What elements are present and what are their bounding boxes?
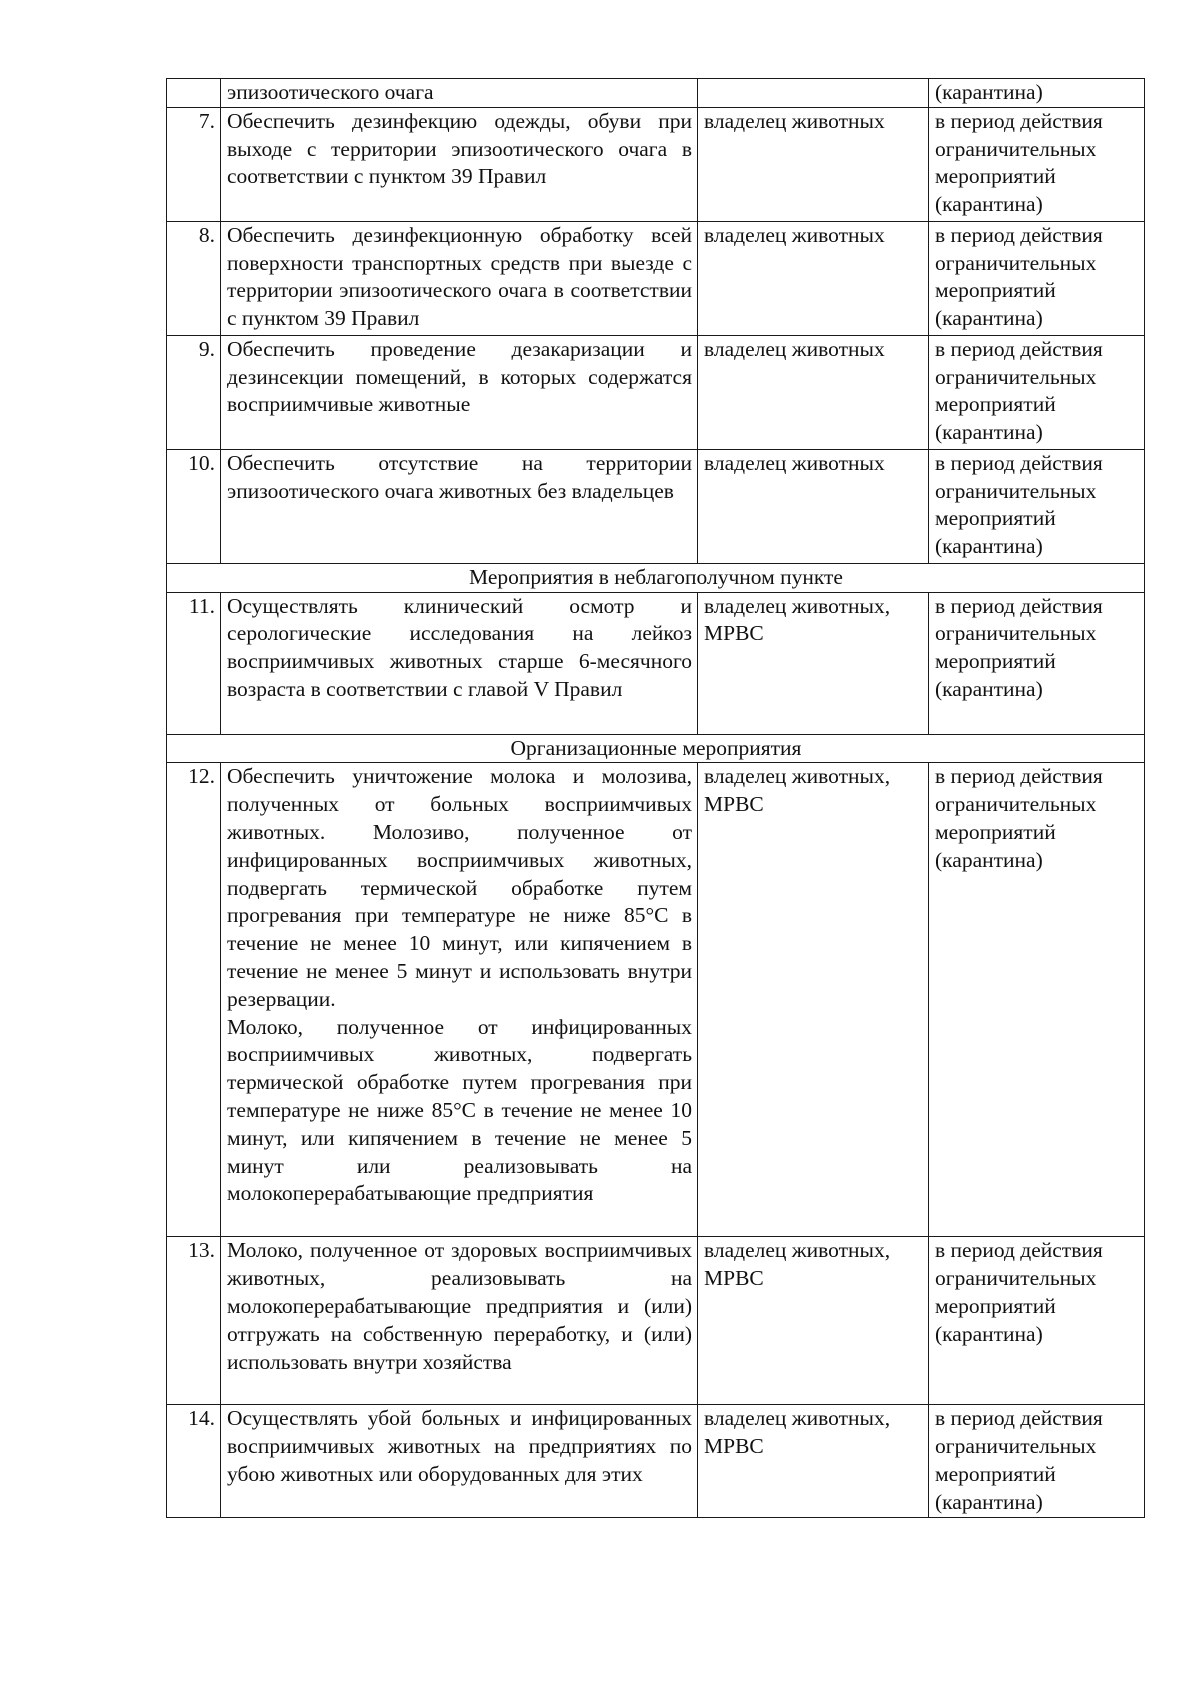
responsible-cell: владелец животных, МРВС <box>698 1405 929 1517</box>
deadline-cell: в период действия ограничительных мероприятий (карантина) <box>929 107 1145 221</box>
responsible-cell: владелец животных <box>698 221 929 335</box>
responsible-cell: владелец животных, МРВС <box>698 1237 929 1405</box>
measure-paragraph: Обеспечить уничтожение молока и молозива, полученных от больных восприимчивых животных. Молозиво, полученное от инфицированных восприимчивых животных, подвергать термической обработке путем прогревания при температуре не ниже 85°С в течение не менее 10 минут, или кипячением в течение не менее 5 минут и использовать внутри резервации. <box>227 764 692 1011</box>
measure-cell: Осуществлять клинический осмотр и серологические исследования на лейкоз восприимчивых животных старше 6-месячного возраста в соответствии с главой V Правил <box>221 592 698 734</box>
measure-cell: Обеспечить отсутствие на территории эпизоотического очага животных без владельцев <box>221 449 698 563</box>
deadline-cell: в период действия ограничительных мероприятий (карантина) <box>929 335 1145 449</box>
measure-cell: Обеспечить дезинфекционную обработку всей поверхности транспортных средств при выезде с территории эпизоотического очага в соответствии с пунктом 39 Правил <box>221 221 698 335</box>
measure-paragraph: Молоко, полученное от инфицированных восприимчивых животных, подвергать термической обработке путем прогревания при температуре не ниже 85°С в течение не менее 10 минут, или кипячением в течение не менее 5 минут или реализовывать на молокоперерабатывающие предприятия <box>227 1014 692 1206</box>
measure-cell: Молоко, полученное от здоровых восприимчивых животных, реализовывать на молокоперерабатывающие предприятия и (или) отгружать на собственную переработку, и (или) использовать внутри хозяйства <box>221 1237 698 1405</box>
measure-cell: Обеспечить дезинфекцию одежды, обуви при выходе с территории эпизоотического очага в соответствии с пунктом 39 Правил <box>221 107 698 221</box>
table-row <box>167 1237 1145 1405</box>
responsible-cell: владелец животных <box>698 335 929 449</box>
deadline-cell: в период действия ограничительных мероприятий (карантина) <box>929 763 1145 1237</box>
deadline-cell: в период действия ограничительных мероприятий (карантина) <box>929 1237 1145 1405</box>
measures-table <box>166 78 1145 1518</box>
measure-cell <box>221 763 698 1237</box>
table-row <box>167 592 1145 734</box>
table-row <box>167 79 1145 108</box>
section-row <box>167 734 1145 763</box>
responsible-cell <box>698 79 929 108</box>
section-heading: Мероприятия в неблагополучном пункте <box>167 563 1145 592</box>
table-row <box>167 335 1145 449</box>
responsible-cell: владелец животных, МРВС <box>698 592 929 734</box>
responsible-cell: владелец животных <box>698 449 929 563</box>
table-row <box>167 1405 1145 1517</box>
row-number: 13. <box>167 1237 221 1405</box>
measure-cell: эпизоотического очага <box>221 79 698 108</box>
row-number: 7. <box>167 107 221 221</box>
deadline-cell: в период действия ограничительных мероприятий (карантина) <box>929 1405 1145 1517</box>
row-number: 8. <box>167 221 221 335</box>
responsible-cell: владелец животных, МРВС <box>698 763 929 1237</box>
deadline-cell: (карантина) <box>929 79 1145 108</box>
deadline-cell: в период действия ограничительных мероприятий (карантина) <box>929 449 1145 563</box>
deadline-cell: в период действия ограничительных мероприятий (карантина) <box>929 221 1145 335</box>
row-number: 14. <box>167 1405 221 1517</box>
table-row <box>167 107 1145 221</box>
row-number: 12. <box>167 763 221 1237</box>
table-row <box>167 221 1145 335</box>
deadline-cell: в период действия ограничительных мероприятий (карантина) <box>929 592 1145 734</box>
section-row <box>167 563 1145 592</box>
table-row <box>167 449 1145 563</box>
responsible-cell: владелец животных <box>698 107 929 221</box>
measure-cell: Осуществлять убой больных и инфицированных восприимчивых животных на предприятиях по убою животных или оборудованных для этих <box>221 1405 698 1517</box>
row-number <box>167 79 221 108</box>
row-number: 11. <box>167 592 221 734</box>
table-row <box>167 763 1145 1237</box>
measure-cell: Обеспечить проведение дезакаризации и дезинсекции помещений, в которых содержатся восприимчивые животные <box>221 335 698 449</box>
section-heading: Организационные мероприятия <box>167 734 1145 763</box>
row-number: 10. <box>167 449 221 563</box>
row-number: 9. <box>167 335 221 449</box>
